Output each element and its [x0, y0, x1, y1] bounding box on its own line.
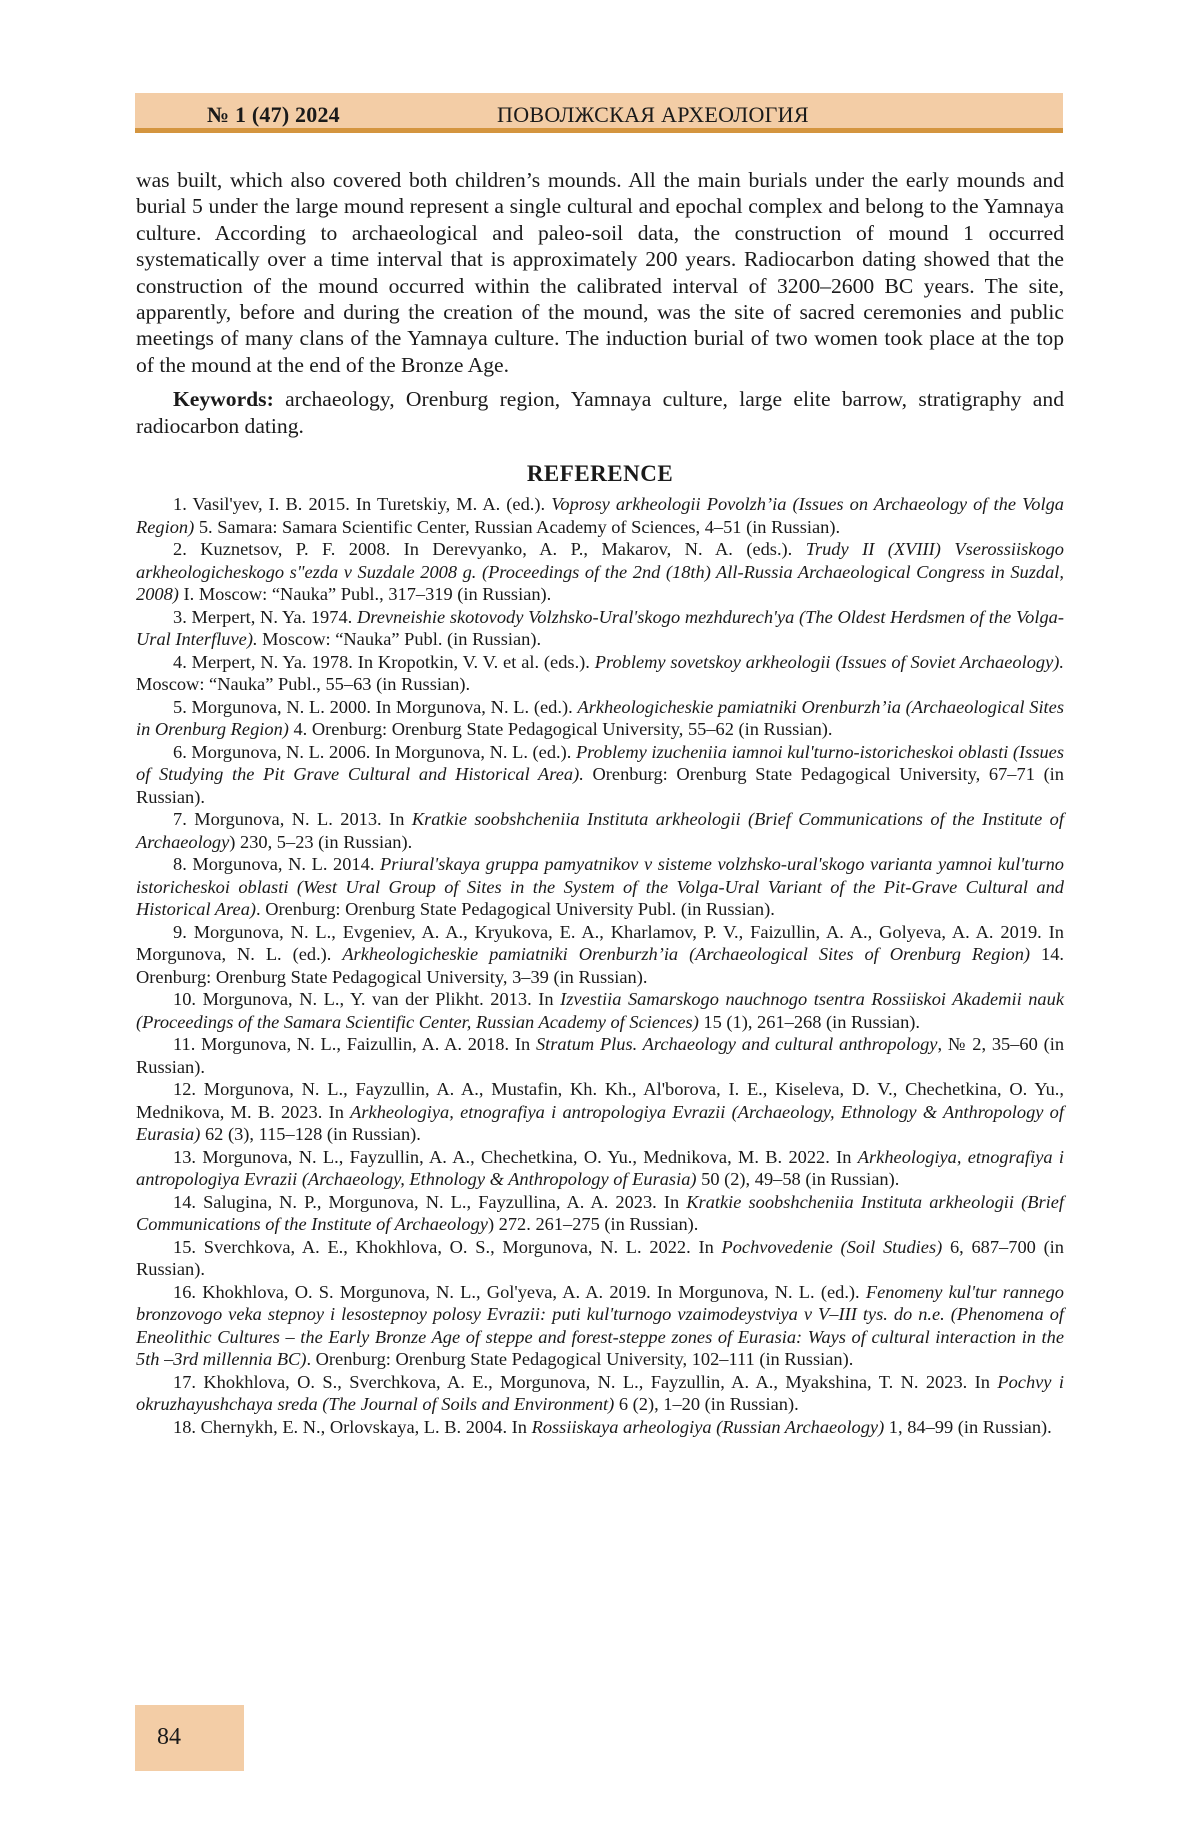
reference-details: I. Moscow: “Nauka” Publ., 317–319 (in Russian).: [179, 584, 551, 604]
reference-item: [136, 1146, 1064, 1191]
reference-details: 4. Orenburg: Orenburg State Pedagogical University, 55–62 (in Russian).: [289, 719, 833, 739]
reference-details: . Orenburg: Orenburg State Pedagogical University Publ. (in Russian).: [256, 899, 775, 919]
reference-title: Pochvy i okruzhayushchaya sreda (The Journal of Soils and Environment): [136, 1372, 1064, 1415]
reference-details: Moscow: “Nauka” Publ. (in Russian).: [258, 629, 541, 649]
reference-details: 50 (2), 49–58 (in Russian).: [697, 1169, 900, 1189]
running-header: [135, 93, 1063, 133]
reference-number: 6.: [173, 742, 187, 762]
reference-title: Rossiiskaya arheologiya (Russian Archaeology): [532, 1417, 885, 1437]
reference-details: ) 272. 261–275 (in Russian).: [488, 1214, 698, 1234]
reference-title: Arkheologiya, etnografiya i antropologiya Evrazii (Archaeology, Ethnology & Anthropology of Eurasia): [136, 1147, 1064, 1190]
reference-title: Priural'skaya gruppa pamyatnikov v sisteme volzhsko-ural'skogo varianta yamnoi kul'turno istoricheskoi oblasti (West Ural Group of Sites in the System of the Volga-Ural Variant of the Pit-Grave Cultural and Historical Area): [136, 854, 1064, 919]
reference-number: 17.: [173, 1372, 196, 1392]
reference-details: 14. Orenburg: Orenburg State Pedagogical University, 3–39 (in Russian).: [136, 944, 1064, 987]
keywords-text: archaeology, Orenburg region, Yamnaya culture, large elite barrow, stratigraphy and radiocarbon dating.: [136, 387, 1064, 437]
reference-authors: Morgunova, N. L., Fayzullin, A. A., Mustafin, Kh. Kh., Al'borova, I. E., Kiseleva, D. V., Chechetkina, O. Yu., Mednikova, M. B. 2023. In: [136, 1079, 1064, 1122]
reference-details: 6, 687–700 (in Russian).: [136, 1237, 1064, 1280]
reference-item: [136, 696, 1064, 741]
reference-number: 7.: [173, 809, 187, 829]
reference-authors: Salugina, N. P., Morgunova, N. L., Fayzullina, A. A. 2023. In: [196, 1192, 686, 1212]
reference-item: [136, 1416, 1064, 1439]
reference-number: 13.: [173, 1147, 196, 1167]
reference-number: 3.: [173, 607, 187, 627]
reference-authors: Morgunova, N. L., Faizullin, A. A. 2018. In: [195, 1034, 536, 1054]
reference-item: [136, 808, 1064, 853]
reference-title: Arkheologicheskie pamiatniki Orenburzh’ia (Archaeological Sites of Orenburg Region): [342, 944, 1030, 964]
reference-title: Kratkie soobshcheniia Instituta arkheologii (Brief Communications of the Institute of Archaeology: [136, 809, 1064, 852]
reference-item: [136, 853, 1064, 921]
reference-details: 1, 84–99 (in Russian).: [884, 1417, 1052, 1437]
reference-number: 10.: [173, 989, 196, 1009]
reference-number: 15.: [173, 1237, 196, 1257]
reference-item: [136, 651, 1064, 696]
reference-title: Arkheologiya, etnografiya i antropologiya Evrazii (Archaeology, Ethnology & Anthropology of Eurasia): [136, 1102, 1064, 1145]
reference-item: [136, 921, 1064, 989]
reference-details: 62 (3), 115–128 (in Russian).: [200, 1124, 421, 1144]
reference-title: Problemy izucheniia iamnoi kul'turno-istoricheskoi oblasti (Issues of Studying the Pit Grave Cultural and Historical Area).: [136, 742, 1064, 785]
page-number-box: [135, 1705, 244, 1771]
reference-authors: Morgunova, N. L., Evgeniev, A. A., Kryukova, E. A., Kharlamov, P. V., Faizullin, A. A., Golyeva, A. A. 2019. In Morgunova, N. L. (ed.).: [136, 922, 1064, 965]
reference-heading: REFERENCE: [136, 460, 1064, 487]
reference-details: ) 230, 5–23 (in Russian).: [229, 832, 412, 852]
reference-title: Voprosy arkheologii Povolzh’ia (Issues on Archaeology of the Volga Region): [136, 494, 1064, 537]
reference-number: 1.: [173, 494, 187, 514]
keywords-label: Keywords:: [173, 387, 274, 411]
reference-number: 11.: [173, 1034, 195, 1054]
reference-title: Trudy II (XVIII) Vserossiiskogo arkheologicheskogo s"ezda v Suzdale 2008 g. (Proceedings of the 2nd (18th) All-Russia Archaeological Congress in Suzdal, 2008): [136, 539, 1064, 604]
reference-title: Pochvovedenie (Soil Studies): [722, 1237, 943, 1257]
reference-number: 5.: [173, 697, 187, 717]
reference-authors: Morgunova, N. L., Y. van der Plikht. 2013. In: [196, 989, 560, 1009]
reference-item: [136, 741, 1064, 809]
reference-title: Drevneishie skotovody Volzhsko-Ural'skogo mezhdurech'ya (The Oldest Herdsmen of the Volga-Ural Interfluve).: [136, 607, 1064, 650]
reference-number: 16.: [173, 1282, 196, 1302]
reference-item: [136, 493, 1064, 538]
reference-details: Orenburg: Orenburg State Pedagogical University, 67–71 (in Russian).: [136, 764, 1064, 807]
reference-number: 12.: [173, 1079, 196, 1099]
keywords-paragraph: [136, 386, 1064, 439]
reference-item: [136, 1371, 1064, 1416]
reference-authors: Kuznetsov, P. F. 2008. In Derevyanko, A. P., Makarov, N. A. (eds.).: [187, 539, 806, 559]
issue-number: № 1 (47) 2024: [207, 102, 340, 128]
reference-title: Stratum Plus. Archaeology and cultural anthropology: [536, 1034, 938, 1054]
reference-authors: Morgunova, N. L. 2014.: [187, 854, 380, 874]
reference-item: [136, 538, 1064, 606]
reference-number: 18.: [173, 1417, 196, 1437]
reference-list: [136, 493, 1064, 1438]
reference-number: 2.: [173, 539, 187, 559]
reference-details: 15 (1), 261–268 (in Russian).: [699, 1012, 920, 1032]
reference-item: [136, 1191, 1064, 1236]
reference-item: [136, 1236, 1064, 1281]
reference-item: [136, 1078, 1064, 1146]
reference-authors: Morgunova, N. L. 2013. In: [187, 809, 412, 829]
reference-details: 6 (2), 1–20 (in Russian).: [614, 1394, 798, 1414]
reference-authors: Morgunova, N. L. 2006. In Morgunova, N. L. (ed.).: [187, 742, 576, 762]
reference-authors: Vasil'yev, I. B. 2015. In Turetskiy, M. A. (ed.).: [187, 494, 551, 514]
reference-authors: Merpert, N. Ya. 1974.: [187, 607, 357, 627]
reference-title: Fenomeny kul'tur rannego bronzovogo veka stepnoy i lesostepnoy polosy Evrazii: puti kul'turnogo vzaimodeystviya v V–III tys. do n.e. (Phenomena of Eneolithic Cultures – the Early Bronze Age of steppe and forest-steppe zones of Eurasia: Ways of cultural interaction in the 5th –3rd millennia BC): [136, 1282, 1064, 1370]
abstract-paragraph: was built, which also covered both children’s mounds. All the main burials under the early mounds and burial 5 under the large mound represent a single cultural and epochal complex and belong to the Yamnaya culture. According to archaeological and paleo-soil data, the construction of mound 1 occurred systematically over a time interval that is approximately 200 years. Radiocarbon dating showed that the construction of the mound occurred within the calibrated interval of 3200–2600 BC years. The site, apparently, before and during the creation of the mound, was the site of sacred ceremonies and public meetings of many clans of the Yamnaya culture. The induction burial of two women took place at the top of the mound at the end of the Bronze Age.: [136, 167, 1064, 378]
reference-title: Problemy sovetskoy arkheologii (Issues of Soviet Archaeology).: [595, 652, 1064, 672]
reference-details: 5. Samara: Samara Scientific Center, Russian Academy of Sciences, 4–51 (in Russian).: [194, 517, 840, 537]
reference-item: [136, 606, 1064, 651]
reference-number: 4.: [173, 652, 187, 672]
reference-item: [136, 988, 1064, 1033]
reference-authors: Morgunova, N. L. 2000. In Morgunova, N. L. (ed.).: [187, 697, 578, 717]
reference-title: Arkheologicheskie pamiatniki Orenburzh’ia (Archaeological Sites in Orenburg Region): [136, 697, 1064, 740]
reference-details: , № 2, 35–60 (in Russian).: [136, 1034, 1064, 1077]
reference-authors: Khokhlova, O. S. Morgunova, N. L., Gol'yeva, A. A. 2019. In Morgunova, N. L. (ed.).: [196, 1282, 866, 1302]
page-number: 84: [157, 1724, 181, 1751]
reference-item: [136, 1033, 1064, 1078]
reference-authors: Merpert, N. Ya. 1978. In Kropotkin, V. V. et al. (eds.).: [187, 652, 595, 672]
page-body: [136, 167, 1064, 1438]
reference-authors: Khokhlova, O. S., Sverchkova, A. E., Morgunova, N. L., Fayzullin, A. A., Myakshina, T. N. 2023. In: [196, 1372, 997, 1392]
reference-item: [136, 1281, 1064, 1371]
reference-title: Izvestiia Samarskogo nauchnogo tsentra Rossiiskoi Akademii nauk (Proceedings of the Samara Scientific Center, Russian Academy of Sciences): [136, 989, 1064, 1032]
reference-authors: Sverchkova, A. E., Khokhlova, O. S., Morgunova, N. L. 2022. In: [196, 1237, 722, 1257]
reference-title: Kratkie soobshcheniia Instituta arkheologii (Brief Communications of the Institute of Archaeology: [136, 1192, 1064, 1235]
reference-number: 14.: [173, 1192, 196, 1212]
reference-number: 8.: [173, 854, 187, 874]
reference-authors: Chernykh, E. N., Orlovskaya, L. B. 2004. In: [196, 1417, 532, 1437]
reference-authors: Morgunova, N. L., Fayzullin, A. A., Chechetkina, O. Yu., Mednikova, M. B. 2022. In: [196, 1147, 858, 1167]
reference-details: . Orenburg: Orenburg State Pedagogical University, 102–111 (in Russian).: [306, 1349, 853, 1369]
reference-number: 9.: [173, 922, 187, 942]
reference-details: Moscow: “Nauka” Publ., 55–63 (in Russian).: [136, 674, 470, 694]
journal-title: ПОВОЛЖСКАЯ АРХЕОЛОГИЯ: [497, 102, 809, 128]
